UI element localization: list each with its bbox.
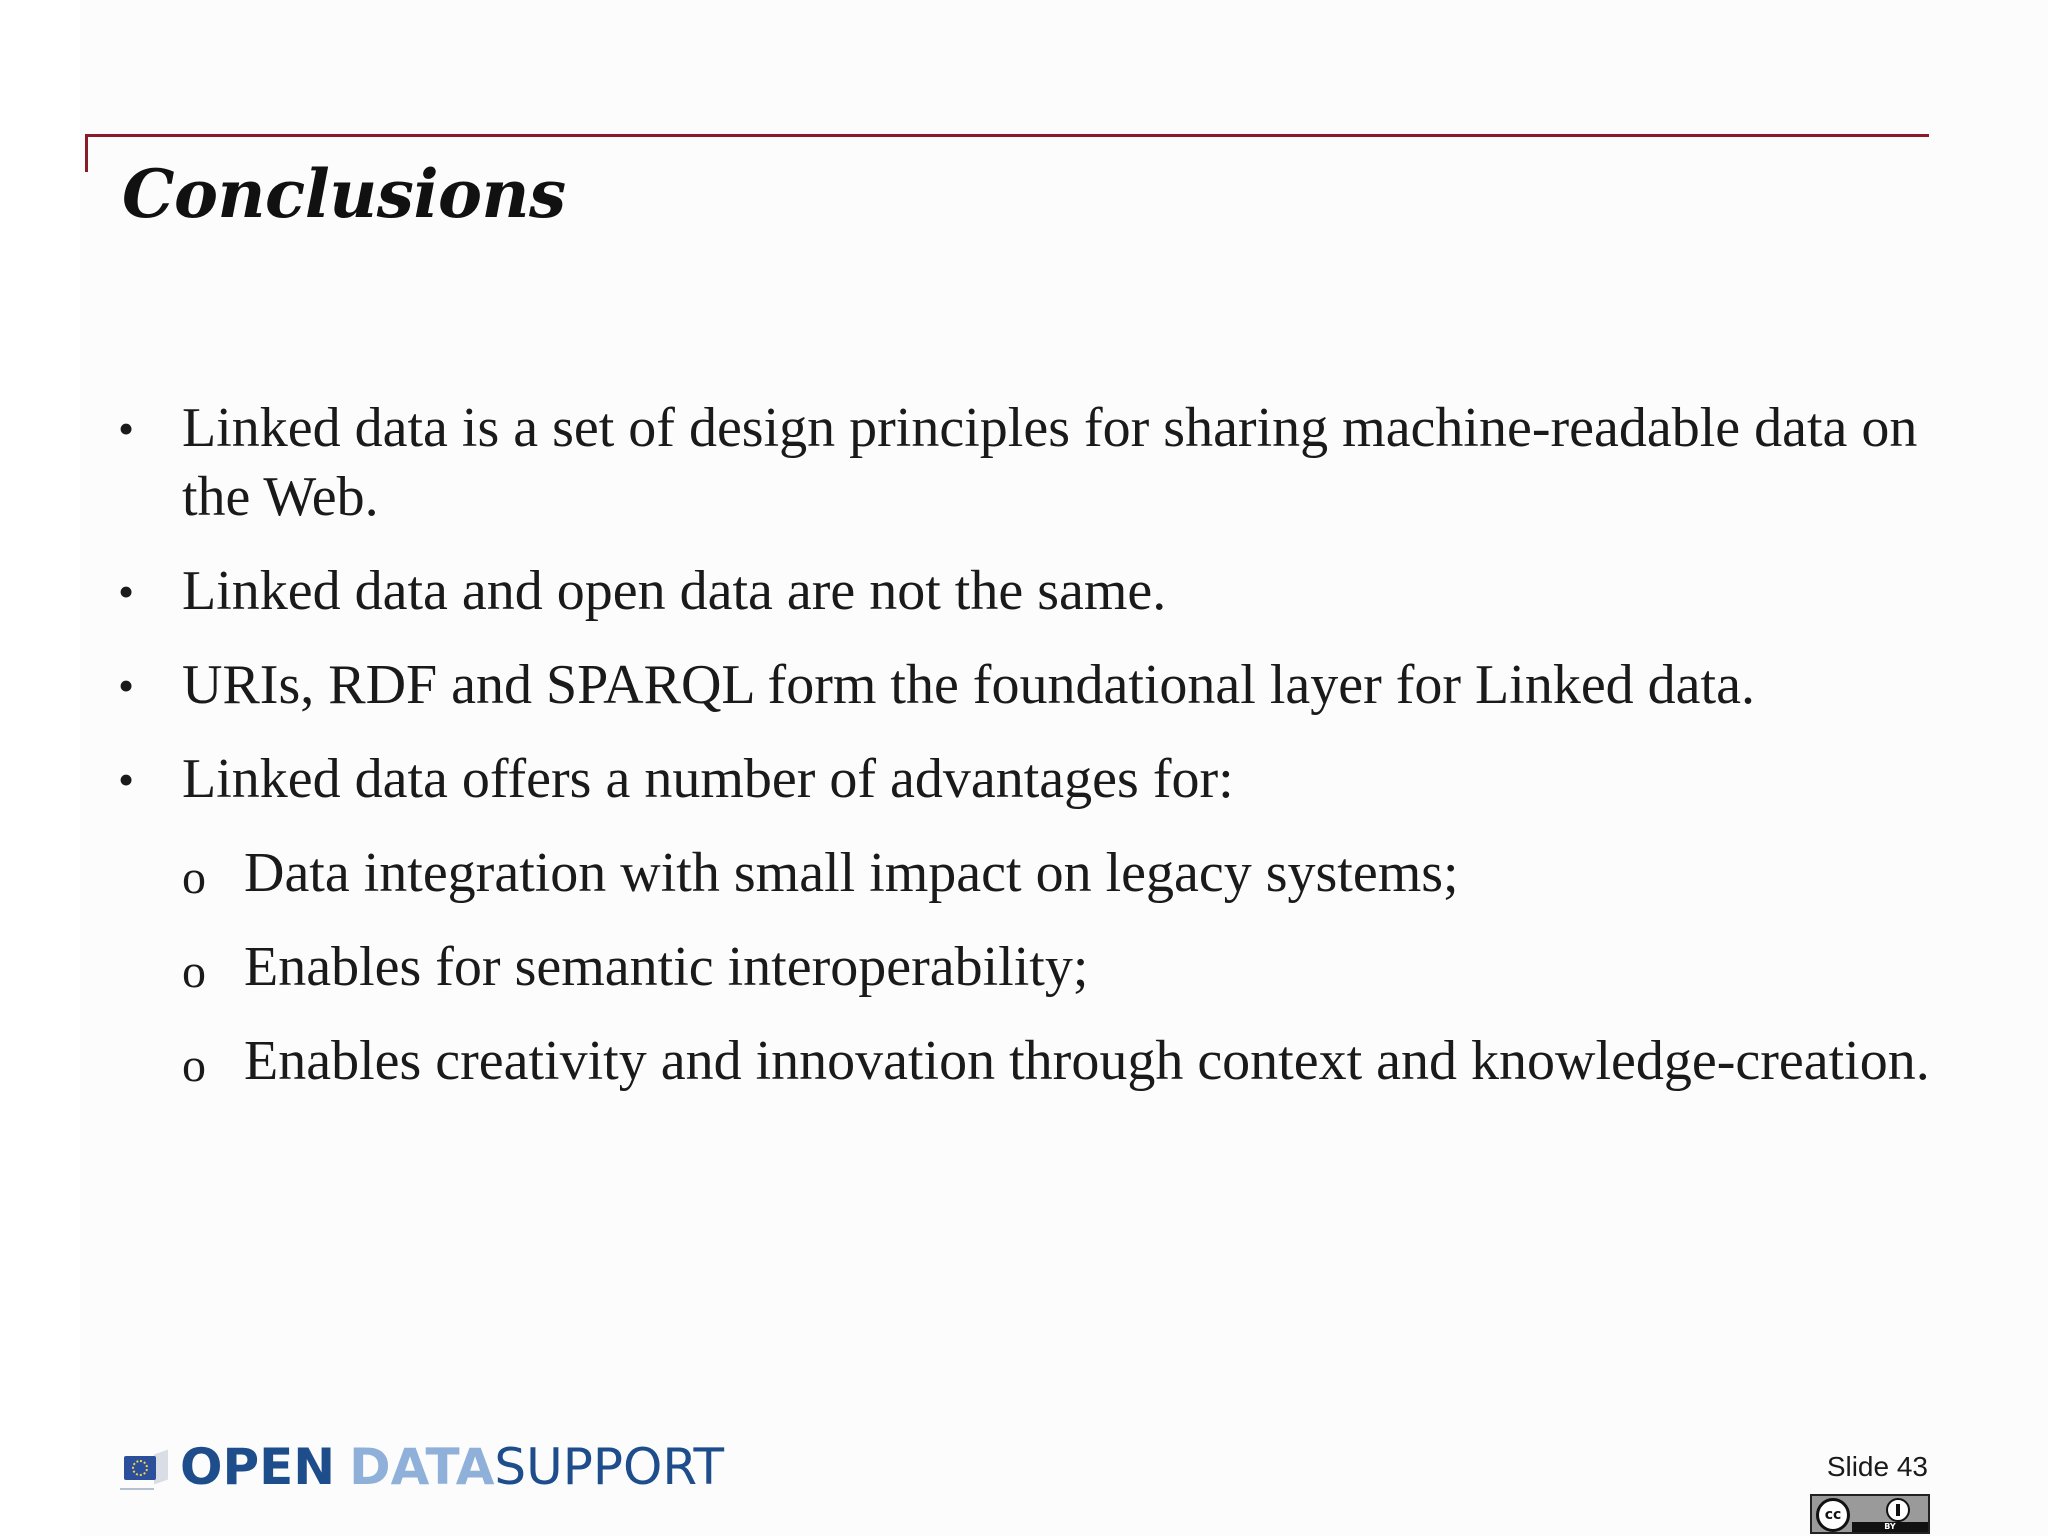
attribution-icon — [1886, 1498, 1910, 1522]
by-label: BY — [1852, 1522, 1928, 1532]
logo-data: DATA — [349, 1438, 495, 1496]
sub-bullet-text: Data integration with small impact on legacy systems; — [244, 842, 1459, 904]
bullet-marker: • — [118, 403, 135, 454]
logo-support: SUPPORT — [494, 1438, 725, 1496]
cc-icon: cc — [1816, 1498, 1850, 1532]
sub-bullet-marker: o — [182, 945, 206, 998]
logo-open: OPEN — [180, 1438, 336, 1496]
bullet-text: Linked data offers a number of advantages for: — [182, 748, 1234, 810]
open-data-support-logo — [120, 1440, 724, 1494]
slide-title: Conclusions — [122, 155, 566, 233]
sub-bullet-text: Enables for semantic interoperability; — [244, 936, 1089, 998]
bullet-item — [118, 557, 1938, 626]
sub-bullet-text: Enables creativity and innovation through context and knowledge-creation. — [244, 1030, 1930, 1092]
bullet-item — [118, 651, 1938, 720]
bullet-text: Linked data and open data are not the same. — [182, 560, 1167, 622]
title-rule-corner — [85, 134, 88, 172]
bullet-item — [118, 745, 1938, 814]
sub-bullet-item — [118, 933, 1938, 1002]
eu-flag-icon — [120, 1450, 170, 1484]
bullet-text: URIs, RDF and SPARQL form the foundational layer for Linked data. — [182, 654, 1755, 716]
title-rule — [85, 134, 1929, 137]
sub-bullet-item — [118, 839, 1938, 908]
bullet-marker: • — [118, 566, 135, 617]
logo-wordmark — [180, 1440, 724, 1494]
slide-number: Slide 43 — [1826, 1451, 1928, 1482]
sub-bullet-marker: o — [182, 851, 206, 904]
bullet-item — [118, 394, 1938, 532]
bullet-list — [118, 394, 1938, 1121]
bullet-text: Linked data is a set of design principles for sharing machine-readable data on the Web. — [182, 397, 1918, 528]
bullet-marker: • — [118, 660, 135, 711]
bullet-marker: • — [118, 754, 135, 805]
sub-bullet-marker: o — [182, 1039, 206, 1092]
sub-bullet-item — [118, 1027, 1938, 1096]
creative-commons-badge — [1810, 1494, 1930, 1534]
